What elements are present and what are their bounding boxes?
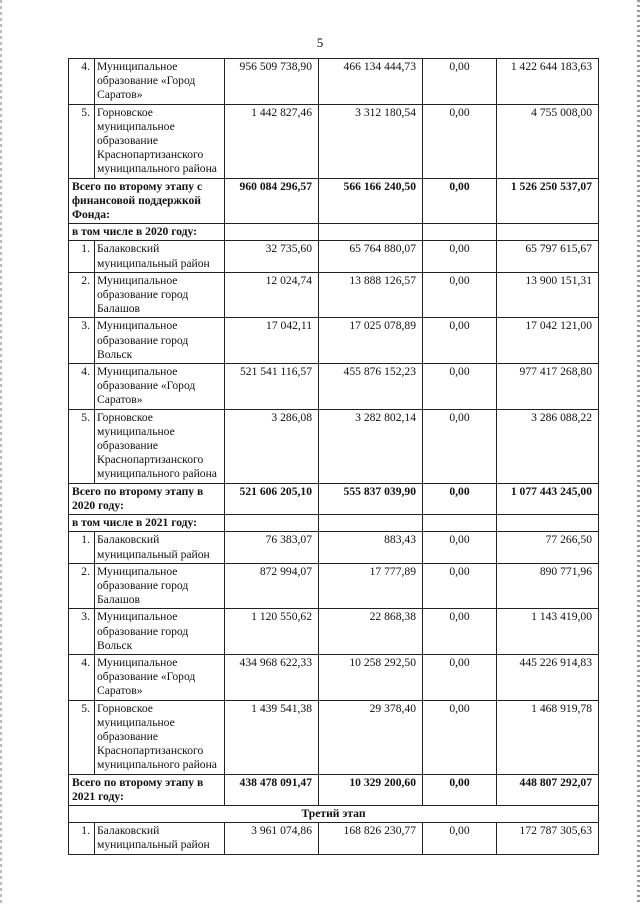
municipality-name-cell: Муниципальное образование «Город Саратов» [95,364,225,410]
table-row [69,609,599,655]
total-amount-cell: 977 417 268,80 [497,364,599,410]
total-cell-3: 0,00 [423,774,497,805]
municipality-name-cell: Муниципальное образование город Балашов [95,563,225,609]
municipality-name-cell: Муниципальное образование город Вольск [95,609,225,655]
funding-table [68,58,599,855]
municipality-name-cell: Горновское муниципальное образование Краснопартизанского муниципального района [95,409,225,483]
row-number-cell: 4. [69,364,95,410]
total-amount-cell: 1 468 919,78 [497,700,599,774]
municipality-name-cell: Балаковский муниципальный район [95,532,225,563]
row-number-cell: 5. [69,700,95,774]
amount-cell-2: 168 826 230,77 [319,823,423,854]
row-number-cell: 3. [69,609,95,655]
table-row [69,241,599,272]
section-label-cell: в том числе в 2021 году: [69,515,225,532]
amount-cell-1: 1 439 541,38 [225,700,319,774]
total-cell-1: 521 606 205,10 [225,483,319,514]
total-label-cell: Всего по второму этапу в 2021 году: [69,774,225,805]
row-number-cell: 1. [69,241,95,272]
amount-cell-3: 0,00 [423,409,497,483]
row-number-cell: 2. [69,272,95,318]
municipality-name-cell: Балаковский муниципальный район [95,823,225,854]
amount-cell-3: 0,00 [423,241,497,272]
row-number-cell: 3. [69,318,95,364]
amount-cell-1: 3 286,08 [225,409,319,483]
amount-cell-3: 0,00 [423,532,497,563]
scan-edge-left [0,0,2,905]
total-amount-cell: 65 797 615,67 [497,241,599,272]
section-label-cell: в том числе в 2020 году: [69,224,225,241]
table-row [69,823,599,854]
total-amount-cell: 77 266,50 [497,532,599,563]
total-amount-cell: 13 900 151,31 [497,272,599,318]
amount-cell-2: 29 378,40 [319,700,423,774]
blank-cell [319,224,423,241]
amount-cell-2: 466 134 444,73 [319,59,423,105]
amount-cell-2: 13 888 126,57 [319,272,423,318]
amount-cell-3: 0,00 [423,700,497,774]
grand-total-cell: 1 526 250 537,07 [497,178,599,224]
total-amount-cell: 3 286 088,22 [497,409,599,483]
total-amount-cell: 1 422 644 183,63 [497,59,599,105]
amount-cell-1: 76 383,07 [225,532,319,563]
row-number-cell: 4. [69,59,95,105]
blank-cell [319,515,423,532]
amount-cell-1: 956 509 738,90 [225,59,319,105]
row-number-cell: 2. [69,563,95,609]
amount-cell-3: 0,00 [423,272,497,318]
total-cell-2: 555 837 039,90 [319,483,423,514]
total-label-cell: Всего по второму этапу с финансовой поддержкой Фонда: [69,178,225,224]
amount-cell-1: 32 735,60 [225,241,319,272]
table-row [69,272,599,318]
section-row [69,224,599,241]
stage-row [69,805,599,822]
table-row [69,318,599,364]
municipality-name-cell: Горновское муниципальное образование Краснопартизанского муниципального района [95,700,225,774]
blank-cell [423,515,497,532]
municipality-name-cell: Муниципальное образование «Город Саратов» [95,59,225,105]
total-row [69,774,599,805]
amount-cell-3: 0,00 [423,364,497,410]
table-row [69,654,599,700]
total-cell-3: 0,00 [423,483,497,514]
amount-cell-1: 3 961 074,86 [225,823,319,854]
blank-cell [497,515,599,532]
total-cell-1: 960 084 296,57 [225,178,319,224]
blank-cell [497,224,599,241]
table-row [69,532,599,563]
municipality-name-cell: Муниципальное образование город Балашов [95,272,225,318]
table-row [69,409,599,483]
table-row [69,104,599,178]
total-cell-2: 566 166 240,50 [319,178,423,224]
row-number-cell: 1. [69,823,95,854]
amount-cell-2: 455 876 152,23 [319,364,423,410]
section-row [69,515,599,532]
total-amount-cell: 172 787 305,63 [497,823,599,854]
blank-cell [225,515,319,532]
table-body [69,59,599,855]
amount-cell-2: 22 868,38 [319,609,423,655]
municipality-name-cell: Горновское муниципальное образование Краснопартизанского муниципального района [95,104,225,178]
amount-cell-3: 0,00 [423,318,497,364]
stage-label-cell: Третий этап [69,805,599,822]
amount-cell-1: 12 024,74 [225,272,319,318]
table-row [69,700,599,774]
amount-cell-3: 0,00 [423,563,497,609]
total-amount-cell: 17 042 121,00 [497,318,599,364]
grand-total-cell: 1 077 443 245,00 [497,483,599,514]
total-amount-cell: 445 226 914,83 [497,654,599,700]
amount-cell-1: 872 994,07 [225,563,319,609]
amount-cell-2: 3 282 802,14 [319,409,423,483]
row-number-cell: 4. [69,654,95,700]
amount-cell-2: 883,43 [319,532,423,563]
amount-cell-3: 0,00 [423,104,497,178]
total-label-cell: Всего по второму этапу в 2020 году: [69,483,225,514]
total-cell-3: 0,00 [423,178,497,224]
amount-cell-2: 17 777,89 [319,563,423,609]
amount-cell-3: 0,00 [423,609,497,655]
total-row [69,483,599,514]
amount-cell-2: 65 764 880,07 [319,241,423,272]
amount-cell-1: 17 042,11 [225,318,319,364]
table-row [69,364,599,410]
blank-cell [423,224,497,241]
amount-cell-2: 3 312 180,54 [319,104,423,178]
total-amount-cell: 4 755 008,00 [497,104,599,178]
total-amount-cell: 890 771,96 [497,563,599,609]
amount-cell-3: 0,00 [423,654,497,700]
amount-cell-2: 10 258 292,50 [319,654,423,700]
row-number-cell: 5. [69,104,95,178]
amount-cell-3: 0,00 [423,823,497,854]
amount-cell-1: 434 968 622,33 [225,654,319,700]
amount-cell-1: 521 541 116,57 [225,364,319,410]
municipality-name-cell: Муниципальное образование город Вольск [95,318,225,364]
row-number-cell: 1. [69,532,95,563]
table-row [69,59,599,105]
total-amount-cell: 1 143 419,00 [497,609,599,655]
total-cell-2: 10 329 200,60 [319,774,423,805]
municipality-name-cell: Балаковский муниципальный район [95,241,225,272]
amount-cell-1: 1 442 827,46 [225,104,319,178]
row-number-cell: 5. [69,409,95,483]
total-cell-1: 438 478 091,47 [225,774,319,805]
page-number: 5 [316,35,324,50]
grand-total-cell: 448 807 292,07 [497,774,599,805]
municipality-name-cell: Муниципальное образование «Город Саратов» [95,654,225,700]
amount-cell-3: 0,00 [423,59,497,105]
table-row [69,563,599,609]
total-row [69,178,599,224]
amount-cell-1: 1 120 550,62 [225,609,319,655]
blank-cell [225,224,319,241]
amount-cell-2: 17 025 078,89 [319,318,423,364]
